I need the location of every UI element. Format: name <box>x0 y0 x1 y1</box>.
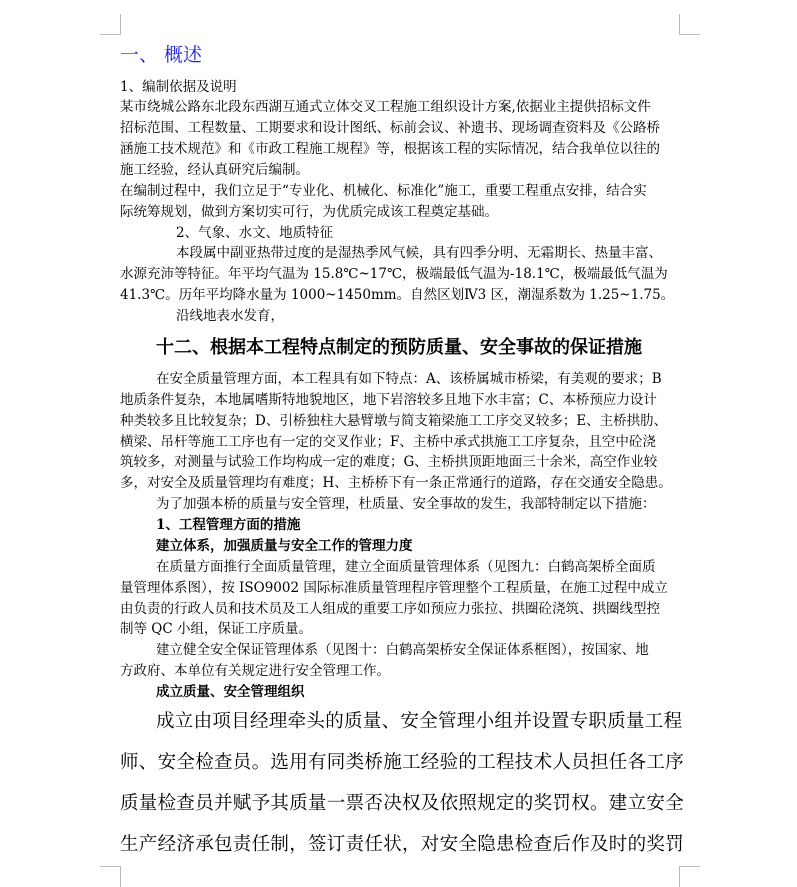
paragraph-line: 横梁、吊杆等施工工序也有一定的交叉作业；F、主桥中承式拱施工工序复杂，且空中砼浇 <box>120 434 656 450</box>
paragraph-line: 在编制过程中，我们立足于“专业化、机械化、标准化”施工，重要工程重点安排，结合实 <box>120 183 647 199</box>
paragraph-line: 师、安全检查员。选用有同类桥施工经验的工程技术人员担任各工序 <box>120 752 685 773</box>
margin-corner-mark <box>679 866 700 887</box>
paragraph-line: 方政府、本单位有关规定进行安全管理工作。 <box>120 663 390 679</box>
margin-corner-mark <box>100 14 121 35</box>
paragraph-line: 种类较多且比较复杂；D、引桥独柱大悬臂墩与简支箱梁施工工序交叉较多；E、主桥拱肋、 <box>120 413 668 429</box>
paragraph-line: 41.3℃。历年平均降水量为 1000~1450mm。自然区划Ⅳ3 区，潮湿系数为 1.25~1.75。 <box>120 287 675 303</box>
paragraph-line: 招标范围、工程数量、工期要求和设计图纸、标前会议、补遗书、现场调查资料及《公路桥 <box>120 120 660 136</box>
paragraph-line: 多，对安全及质量管理均有难度；H、主桥桥下有一条正常通行的道路，存在交通安全隐患。 <box>120 475 672 491</box>
subsection-title: 成立质量、安全管理组织 <box>156 684 305 700</box>
paragraph-line: 筑较多，对测量与试验工作均构成一定的难度；G、主桥拱顶距地面三十余米，高空作业较 <box>120 454 658 470</box>
paragraph-line: 水源充沛等特征。年平均气温为 15.8℃~17℃，极端最低气温为-18.1℃，极端最低气温为 <box>120 266 668 282</box>
heading-chapter-12: 十二、根据本工程特点制定的预防质量、安全事故的保证措施 <box>156 337 642 358</box>
paragraph-line: 制等 QC 小组，保证工序质量。 <box>120 621 312 637</box>
paragraph-line: 在质量方面推行全面质量管理，建立全面质量管理体系（见图九：白鹤高架桥全面质 <box>156 559 656 575</box>
section-title: 2、气象、水文、地质特征 <box>176 225 334 241</box>
paragraph-line: 涵施工技术规范》和《市政工程施工规程》等，根据该工程的实际情况，结合我单位以往的 <box>120 141 660 157</box>
margin-corner-mark <box>679 14 700 35</box>
paragraph-line: 某市绕城公路东北段东西湖互通式立体交叉工程施工组织设计方案,依据业主提供招标文件 <box>120 99 651 115</box>
paragraph-line: 沿线地表水发育， <box>176 308 284 324</box>
paragraph-line: 由负责的行政人员和技术员及工人组成的重要工序如预应力张拉、拱圈砼浇筑、拱圈线型控 <box>120 601 660 617</box>
paragraph-line: 生产经济承包责任制，签订责任状，对安全隐患检查后作及时的奖罚 <box>120 834 685 855</box>
paragraph-line: 在安全质量管理方面，本工程具有如下特点：A、该桥属城市桥梁，有美观的要求；B <box>156 371 662 387</box>
paragraph-line: 成立由项目经理牵头的质量、安全管理小组并设置专职质量工程 <box>156 711 683 732</box>
section-title: 1、编制依据及说明 <box>120 79 237 95</box>
paragraph-line: 建立健全安全保证管理体系（见图十：白鹤高架桥安全保证体系框图），按国家、地 <box>156 642 649 658</box>
paragraph-line: 际统筹规划，做到方案切实可行，为优质完成该工程奠定基础。 <box>120 204 498 220</box>
margin-corner-mark <box>100 866 121 887</box>
paragraph-line: 地质条件复杂，本地属嗜斯特地貌地区，地下岩溶较多且地下水丰富；C、本桥预应力设计 <box>120 392 657 408</box>
paragraph-line: 量管理体系图），按 ISO9002 国际标准质量管理程序管理整个工程质量，在施工过程中成立 <box>120 580 668 596</box>
paragraph-line: 施工经验，经认真研究后编制。 <box>120 162 309 178</box>
subsection-title: 建立体系，加强质量与安全工作的管理力度 <box>156 538 413 554</box>
paragraph-line: 质量检查员并赋予其质量一票否决权及依照规定的奖罚权。建立安全 <box>120 793 685 814</box>
paragraph-line: 为了加强本桥的质量与安全管理，杜质量、安全事故的发生，我部特制定以下措施： <box>156 496 656 512</box>
section-title: 1、工程管理方面的措施 <box>156 517 301 533</box>
paragraph-line: 本段属中副亚热带过度的是湿热季风气候，具有四季分明、无霜期长、热量丰富、 <box>176 245 662 261</box>
heading-overview: 一、 概述 <box>120 44 203 66</box>
